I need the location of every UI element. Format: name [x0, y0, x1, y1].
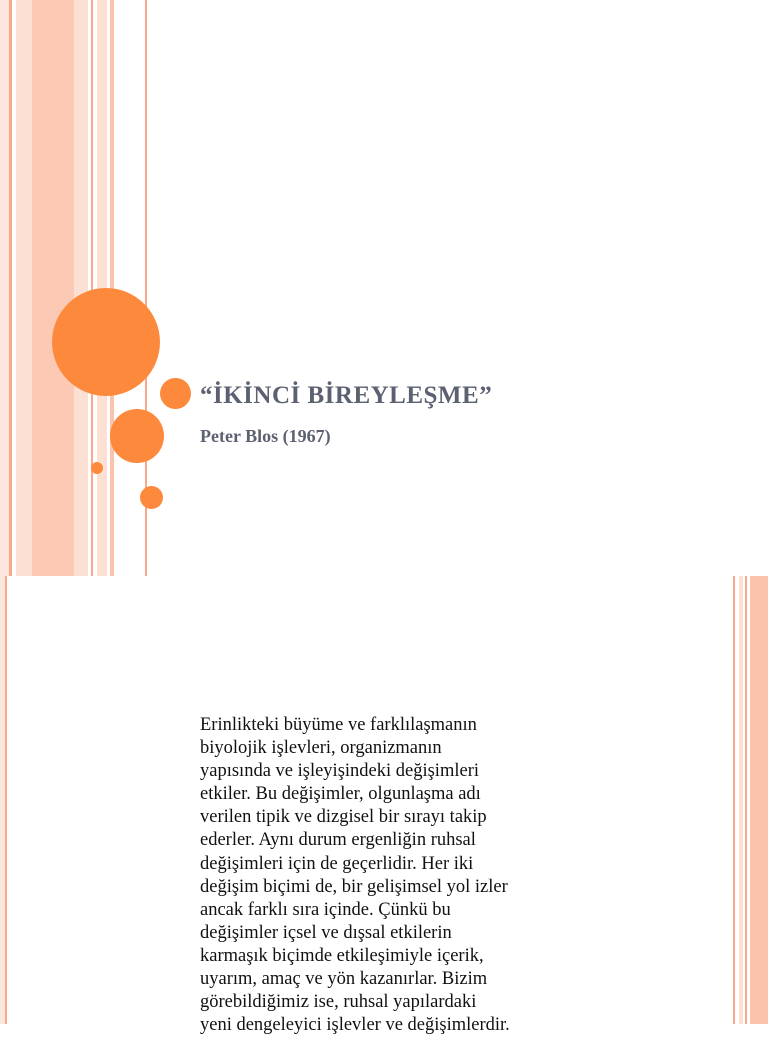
slide-subtitle: Peter Blos (1967) [200, 426, 331, 446]
content-slide [0, 576, 768, 1036]
body-paragraph: Erinlikteki büyüme ve farklılaşmanın biyolojik işlevleri, organizmanın yapısında ve işleyişindeki değişimleri etkiler. Bu değişimler, olgunlaşma adı verilen tipik ve dizgisel bir sırayı takip ederler. Aynı durum ergenliğin ruhsal değişimleri için de geçerlidir. Her iki değişim biçimi de, bir gelişimsel yol izler ancak farklı sıra içinde. Çünkü bu değişimler içsel ve dışsal etkilerin karmaşık biçimde etkileşimiyle içerik, uyarım, amaç ve yön kazanırlar. Bizim görebildiğimiz ise, ruhsal yapılardaki yeni dengeleyici işlevler ve değişimlerdir. [200, 715, 510, 1036]
slide-title: “İKİNCİ BİREYLEŞME” [200, 382, 493, 409]
